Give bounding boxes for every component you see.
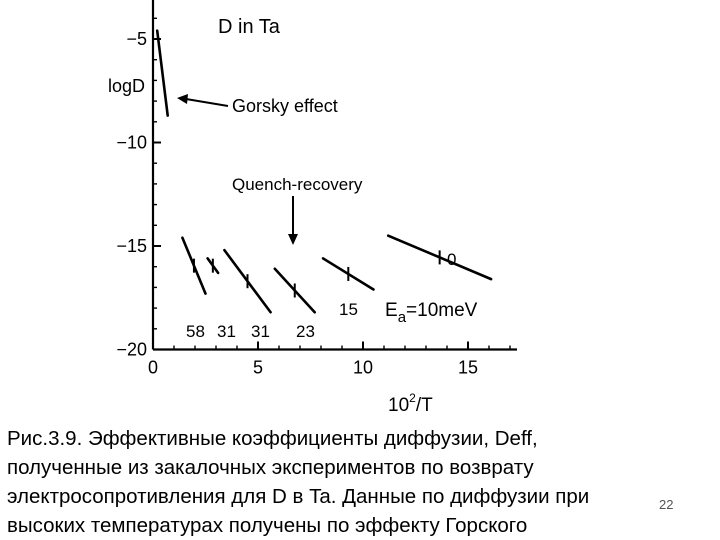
annotation-ea-sub: a xyxy=(397,309,407,326)
y-axis-label: logD xyxy=(108,76,146,96)
annotation-ea-main: E xyxy=(385,300,398,321)
y-tick-label: −10 xyxy=(116,132,147,153)
y-tick-label: −20 xyxy=(116,339,147,360)
point-label-15: 15 xyxy=(339,300,358,319)
annotation-gorsky: Gorsky effect xyxy=(232,96,338,116)
point-label-23: 23 xyxy=(296,322,315,341)
caption-line-2: полученные из закалочных экспериментов по возврату xyxy=(7,456,534,479)
annotation-quench: Quench-recovery xyxy=(232,175,363,194)
point-label-31b: 31 xyxy=(251,322,270,341)
annotation-ea-value: =10meV xyxy=(406,300,478,321)
point-label-31a: 31 xyxy=(217,322,236,341)
x-axis-label-base: 10 xyxy=(388,395,410,416)
caption-line-3: электросопротивления для D в Ta. Данные по диффузии при xyxy=(7,485,590,508)
point-label-0: 0 xyxy=(447,250,457,269)
quench-arrow-head xyxy=(288,234,298,245)
x-tick-label: 5 xyxy=(252,357,264,378)
caption-line-1: Рис.3.9. Эффективные коэффициенты диффузии, Deff, xyxy=(7,427,538,450)
data-series xyxy=(157,31,491,313)
point-label-58: 58 xyxy=(186,322,205,341)
figure-caption xyxy=(7,424,713,540)
x-axis-label xyxy=(388,391,433,416)
x-tick-label: 10 xyxy=(352,357,374,378)
chart-title: D in Ta xyxy=(218,16,280,38)
gorsky-arrow-head xyxy=(177,94,188,104)
caption-line-4: высоких температурах получены по эффекту Горского xyxy=(7,514,528,537)
page-number: 22 xyxy=(659,497,674,512)
y-tick-label: −15 xyxy=(116,236,147,256)
gorsky-arrow-line xyxy=(186,99,228,106)
series-line-1 xyxy=(157,31,168,116)
y-tick-label: −5 xyxy=(126,29,147,49)
x-tick-label: 0 xyxy=(147,357,159,378)
annotation-ea xyxy=(385,300,478,326)
x-axis-label-rest: /T xyxy=(415,395,433,416)
x-tick-label: 15 xyxy=(457,357,479,378)
x-axis-label-exp: 2 xyxy=(409,391,416,405)
